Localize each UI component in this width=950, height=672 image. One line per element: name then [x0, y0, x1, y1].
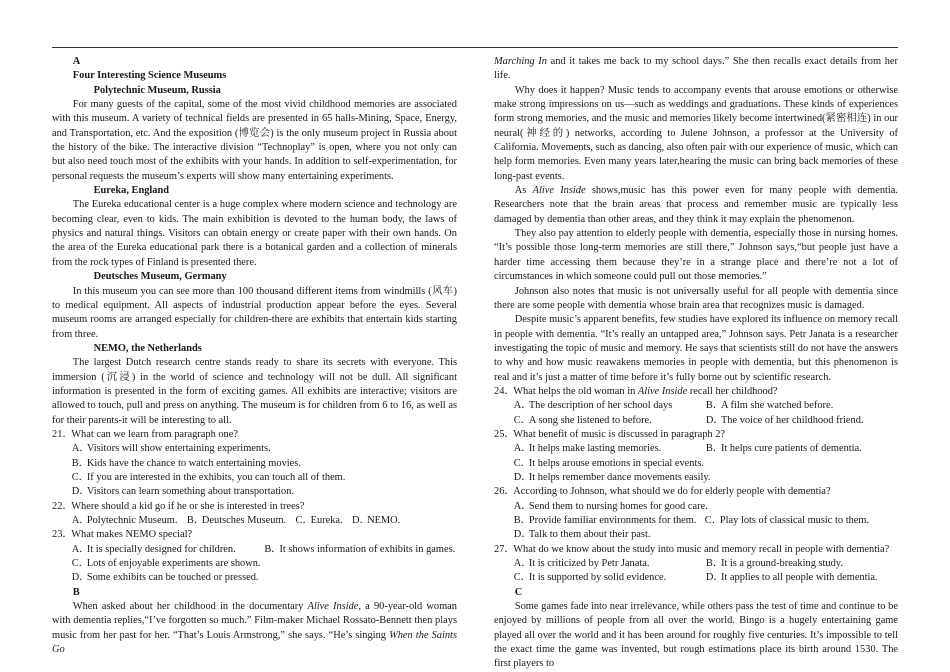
question-22 — [52, 500, 457, 514]
question-21 — [52, 428, 457, 442]
option-a: A．Visitors will show entertaining experiments. — [71, 443, 271, 455]
passage-b-paragraph-2: Why does it happen? Music tends to accompany events that arouse emotions or otherwise make strong impressions on us—such as weddings and graduations. These kinds of experiences form strong memories, and the music and memories likely become intertwined(紧密相连) in our neural(神经的) networks, according to Julene Johnson, a professor at the University of California. Movements, such as dancing, also often pair with our experience of music, which can help form memories. Even many years later,hearing the music can bring back memories of these long-past events. — [494, 84, 898, 182]
option-b: B．Deutsches Museum. — [186, 515, 287, 526]
passage-b-letter: B — [72, 586, 80, 598]
option-d: D．Visitors can learn something about transportation. — [71, 486, 294, 498]
question-number: 24． — [494, 385, 515, 397]
passage-b-paragraph-1-cont: Marching In and it takes me back to my school days.” She then recalls exact details from her life. — [494, 56, 898, 82]
option-d: D．Talk to them about their past. — [513, 529, 651, 541]
question-24: 24．What helps the old woman in Alive Inside recall her childhood? — [494, 385, 898, 399]
question-23 — [52, 528, 457, 542]
option-a: A．Polytechnic Museum. — [71, 515, 178, 526]
passage-a-letter: A — [72, 56, 81, 67]
option-d: D．It applies to all people with dementia. — [705, 572, 878, 584]
option-b: B．A film she watched before. — [705, 400, 834, 412]
question-number: 25． — [494, 428, 515, 440]
section-heading-eureka: Eureka, England — [93, 185, 170, 197]
song-title-start: When the Saints Go — [52, 629, 457, 656]
option-b: B．It helps cure patients of dementia. — [705, 443, 862, 455]
section-text-eureka: The Eureka educational center is a huge complex where modern science and technology are becoming clear, even to kids. The main exhibition is devoted to the human body, the laws of physics and natural things. Visitors can obtain energy or create paper with their own hands. On the area of the Eureka educational park there is a botanical garden and a collection of minerals from the rock types of Finland is presented there. — [52, 199, 457, 268]
option-d: D．It helps remember dance movements easily. — [513, 471, 711, 483]
question-stem: What do we know about the study into music and memory recall in people with dementia? — [513, 543, 890, 555]
right-column — [494, 55, 898, 672]
section-heading-deutsches: Deutsches Museum, Germany — [93, 271, 227, 283]
passage-a-title: Four Interesting Science Museums — [72, 70, 227, 82]
option-c: C．A song she listened to before. — [513, 414, 652, 426]
question-stem: What can we learn from paragraph one? — [71, 428, 238, 440]
question-21-options — [52, 442, 457, 499]
question-stem: Where should a kid go if he or she is interested in trees? — [71, 500, 305, 512]
question-stem: What makes NEMO special? — [71, 529, 193, 541]
question-27 — [494, 543, 898, 557]
section-text-deutsches: In this museum you can see more than 100 thousand different items from windmills (风车) to medical equipment. All aspects of industrial production appear before the eyes. Several museum rooms are arranged especially for children-there are exhibits that entertain kids starting from three. — [52, 285, 457, 340]
option-c: C．It helps arouse emotions in special events. — [513, 457, 704, 469]
song-title-end: Marching In — [494, 56, 547, 67]
question-number: 27． — [494, 543, 515, 555]
question-27-options — [494, 557, 898, 586]
passage-c-letter: C — [514, 586, 523, 598]
passage-b-paragraph-3: As Alive Inside shows,music has this power even for many people with dementia. Researchers note that the brain areas that process and remember music are typically less damaged by dementia than other areas, and they think it may explain the phenomenon. — [494, 185, 899, 225]
passage-b-paragraph-1: When asked about her childhood in the documentary Alive Inside, a 90-year-old woman with dementia replies,“I’ve forgotten so much.” Film-maker Michael Rossato-Bennett then plays music from her past for her. “That’s Louis Armstrong,” she says. “He’s singing When the Saints Go — [52, 601, 457, 656]
question-stem: According to Johnson, what should we do for elderly people with dementia? — [513, 486, 831, 498]
option-a: A．Send them to nursing homes for good care. — [513, 500, 708, 512]
question-22-options — [52, 514, 457, 528]
option-d: D．Some exhibits can be touched or pressed. — [71, 572, 259, 584]
option-a: A．It is specially designed for children. — [71, 543, 236, 555]
left-column — [52, 55, 457, 657]
option-d: D．The voice of her childhood friend. — [705, 414, 864, 426]
option-c: C．It is supported by solid evidence. — [513, 572, 667, 584]
option-a: A．It helps make lasting memories. — [513, 443, 662, 455]
option-a: A．It is criticized by Petr Janata. — [513, 558, 650, 570]
option-c: C．Lots of enjoyable experiments are shown. — [71, 558, 261, 570]
question-26-options — [494, 500, 898, 543]
option-c: C．Play lots of classical music to them. — [704, 515, 870, 526]
option-b: B．It is a ground-breaking study. — [705, 558, 843, 570]
section-text-polytechnic: For many guests of the capital, some of the most vivid childhood memories are associated with this museum. A variety of technical fields are presented in 65 halls-Mining, Space, Energy, and Transportation, etc. And the exposition (博览会) is the only museum project in Russia about the history of the bike. The interactive division “Technoplay” is open, where you not only can but also need touch most of the exhibits with your hands. In addition to self-experimentation, for personal requests the museum’s experts will show many entertaining experiments. — [52, 99, 457, 182]
question-26 — [494, 485, 898, 499]
question-25-options — [494, 442, 898, 485]
section-heading-nemo: NEMO, the Netherlands — [93, 342, 202, 354]
passage-b-paragraph-4: They also pay attention to elderly people with dementia, especially those in nursing homes. “It’s possible those long-term memories are still there,” Johnson says,“but people just have a harder time accessing them because they’re in a strange place and there’re not a lot of circumstances in which someone could pull out those memories.” — [494, 228, 898, 283]
option-b: B．Provide familiar environments for them. — [513, 515, 697, 526]
section-heading-polytechnic: Polytechnic Museum, Russia — [93, 84, 221, 96]
passage-c-paragraph-1: Some games fade into near irrelevance, while others pass the test of time and continue to be enjoyed by millions of people from all over the world. Bingo is a hugely entertaining game played all over the world and it has been around for roughly five centuries. It’s impossible to tell the exact time the game was invented, but rough estimations place its birth around 1530. The first players to — [494, 601, 898, 670]
question-25 — [494, 428, 898, 442]
question-24-options — [494, 399, 898, 428]
question-number: 23． — [52, 529, 73, 541]
passage-b-paragraph-5: Johnson also notes that music is not universally useful for all people with dementia since there are some people with dementia whose brain area that recognizes music is damaged. — [494, 285, 898, 311]
option-c: C．If you are interested in the exhibits, you can touch all of them. — [71, 471, 346, 483]
question-stem: What benefit of music is discussed in paragraph 2? — [513, 428, 726, 440]
question-number: 22． — [52, 500, 73, 512]
option-d: D．NEMO. — [352, 515, 401, 526]
option-b: B．Kids have the chance to watch entertaining movies. — [71, 457, 301, 469]
option-a: A．The description of her school days — [513, 400, 673, 412]
film-title: Alive Inside — [307, 601, 359, 613]
header-rule — [52, 47, 898, 48]
question-23-options — [52, 543, 457, 586]
question-number: 26． — [494, 486, 515, 498]
section-text-nemo: The largest Dutch research centre stands ready to share its secrets with everyone. This immersion (沉浸) in the world of science and technology will not be dull. All significant information is presented in the form of exciting games. All exhibits are interactive; visitors are allowed to touch, pull and press on anything. The museum is for children from 6 to 16, as well as for their parents-it will be interesting to all. — [52, 357, 457, 426]
option-b: B．It shows information of exhibits in games. — [264, 543, 456, 555]
passage-b-paragraph-6: Despite music’s apparent benefits, few studies have explored its influence on memory recall in people with dementia. “It’s really an untapped area,” Johnson says. Petr Janata is a researcher investigating the topic of music and memory. He says that scientists still do not have the answers to why and how music reawakens memories in people with dementia, but this phenomenon is real and it’s just a matter of time before it’s fully borne out by scientific research. — [494, 314, 898, 383]
question-number: 21． — [52, 428, 73, 440]
option-c: C．Eureka. — [295, 515, 343, 526]
